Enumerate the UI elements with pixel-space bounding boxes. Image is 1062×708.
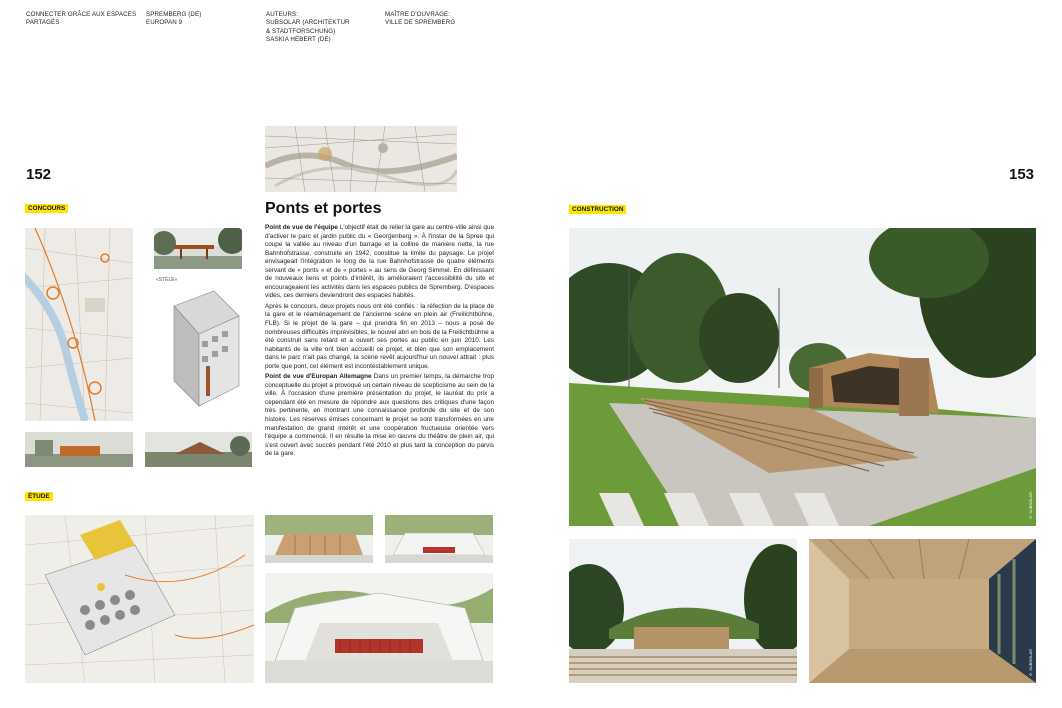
tag-construction: CONSTRUCTION — [569, 205, 626, 214]
article-paragraph-3: Dans un premier temps, la démarche trop conceptuelle du projet a provoqué un certain niveau de scepticisme au sein de la ville. À l'occasion d'une première présentation du projet, le lauréat du prix a cependant été en mesure de répondre aux questions des critiques d'une façon très pertinente, en montrant une connaissance profonde du site et de son histoire. Les réserves émises concernant le projet se sont transformées en une manifestation de grand intérêt et une coopération fructueuse orientée vers l'équipe a commencé. Il en résulte la mise en œuvre du théâtre de plein air, qui s'est ouvert avec succès pendant l'été 2010 et plus tard la conception du parvis de la gare. — [265, 373, 495, 458]
article-paragraph-2: Après le concours, deux projets nous ont été confiés : la réfection de la place de la gare et le réaménagement de l'ancienne scène en plein air (Freilichtbühne, FLB). Si le projet de la gare – qui prendra fin en 2013 – nous a posé de nombreuses difficultés imprévisibles, le nouvel abri en bois de la Freilichtbühne a été construit sans retard et a ouvert ses portes au public en juin 2010. Les habitants de la ville ont bien accueilli ce projet, et bien que son emplacement dans le parc n'ait pas changé, la scène revêt aujourd'hui un nouvel attrait : plus porte que pont, cet élément est incontestablement unique. — [265, 302, 495, 370]
concours-map — [25, 228, 133, 421]
photo-credit-main: © SUBSOLAR — [1028, 492, 1033, 520]
page-number-right: 153 — [1009, 166, 1035, 183]
article-body — [265, 224, 494, 461]
concours-strip-1 — [25, 432, 133, 467]
header-authors: AUTEURS: SUBSOLAR (ARCHITEKTUR & STADTFORSCHUNG) SASKIA HEBERT (DE) — [266, 11, 350, 44]
tag-etude: ÉTUDE — [25, 492, 53, 501]
etude-render-2 — [385, 515, 493, 563]
article-title: Ponts et portes — [265, 200, 382, 217]
header-client: MAÎTRE D'OUVRAGE: VILLE DE SPREMBERG — [385, 11, 456, 27]
axonometric-label: «STÈLE» — [156, 277, 178, 283]
header-section-title: CONNECTER GRÂCE AUX ESPACES PARTAGÉS — [26, 11, 137, 27]
concours-strip-2 — [145, 432, 252, 467]
concours-axonometric — [154, 286, 242, 420]
site-map-top — [265, 126, 457, 192]
etude-plan — [25, 515, 254, 683]
etude-render-3 — [265, 573, 493, 683]
concours-bridge-photo — [154, 228, 242, 269]
photo-credit-interior: © SUBSOLAR — [1028, 649, 1033, 677]
etude-render-1 — [265, 515, 373, 563]
construction-main-photo — [569, 228, 1036, 526]
article-lead-1: Point de vue de l'équipe — [265, 224, 338, 231]
page-number-left: 152 — [26, 166, 52, 183]
tag-concours: CONCOURS — [25, 204, 68, 213]
construction-photo-3 — [809, 539, 1036, 683]
construction-photo-2 — [569, 539, 797, 683]
article-lead-2: Point de vue d'Europan Allemagne — [265, 373, 372, 381]
header-competition: SPREMBERG (DE) EUROPAN 9 — [146, 11, 202, 27]
article-paragraph-1: L'objectif était de relier la gare au centre-ville ainsi que d'activer le parc et jardin public du « Georgenberg ». À l'instar de la Spree qui coupe la vallée au niveau d'un barrage et la colline de manière nette, la rue Bahnhofstrasse, construite en 1942, constitue la limite du paysage. Le projet envisageait l'intégration le long de la rue Bahnhofstrasse de quatre éléments servant de « ponts » et de « portes » au sens de Georg Simmel. En définissant de nouveaux liens et points d'intérêt, ils amélioraient l'accessibilité du site et encourageaient les activités dans les espaces publics de Spremberg. D'espaces vides, ces derniers deviendront des espaces habités. — [265, 224, 494, 300]
